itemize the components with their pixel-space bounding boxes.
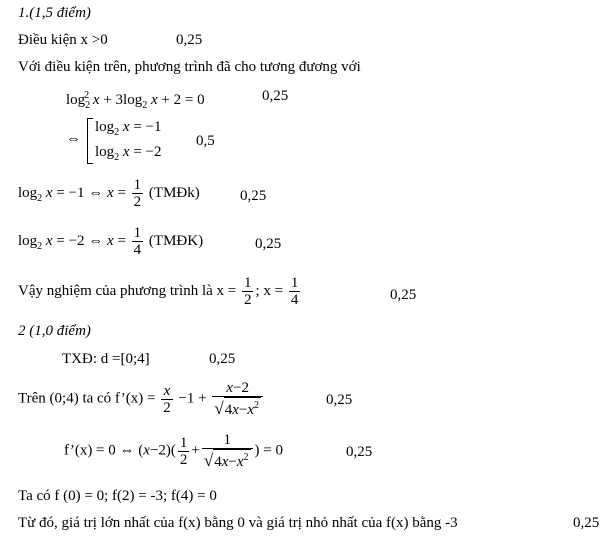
part1-title: 1.(1,5 điểm) <box>18 5 91 21</box>
system-line-2: $\log_2 x = -2$ <box>95 144 162 163</box>
intro-text: Với điều kiện trên, phương trình đã cho tương đương với <box>18 59 361 75</box>
derivative-zero: f’(x) = 0 ⇔ (x−2)( $\frac{1}{2}$ + $\frac{1}{√4x-x^2}$ ) = 0 <box>64 432 283 470</box>
values-text: Ta có f (0) = 0; f(2) = -3; f(4) = 0 <box>18 488 217 504</box>
final-text: Từ đó, giá trị lớn nhất của f(x) bằng 0 và giá trị nhỏ nhất của f(x) bằng -3 <box>18 515 458 531</box>
equivalence-symbol: ⇔ <box>66 131 81 147</box>
solution-1: $\log_2 x = -1$ ⇔ x = $\frac{1}{2}$ (TMĐk) <box>18 177 200 210</box>
derivative: Trên (0;4) ta có f’(x) = $\frac{x}{2}$ −1 + $\frac{x-2}{√4x-x^2}$ <box>18 380 265 418</box>
conclusion: Vậy nghiệm của phương trình là x = $\frac{1}{2}$ ; x = $\frac{1}{4}$ <box>18 275 299 308</box>
conclusion-score: 0,25 <box>390 287 417 303</box>
condition-text: Điều kiện x >0 <box>18 32 108 48</box>
derivative-zero-score: 0,25 <box>346 444 373 460</box>
solution-2: $\log_2 x = -2$ ⇔ x = $\frac{1}{4}$ (TMĐK) <box>18 225 204 258</box>
system-line-1: $\log_2 x = -1$ <box>95 119 162 138</box>
final-score: 0,25 <box>573 515 600 531</box>
log-equation: $\log_2^2 x + 3\log_2$ x + 2 = 0 <box>66 90 205 111</box>
part2-title: 2 (1,0 điểm) <box>18 323 91 339</box>
condition-score: 0,25 <box>176 32 203 48</box>
system-score: 0,5 <box>196 133 215 149</box>
derivative-score: 0,25 <box>326 392 353 408</box>
log-equation-score: 0,25 <box>262 88 289 104</box>
solution-2-score: 0,25 <box>255 236 282 252</box>
system-bracket <box>87 118 93 164</box>
solution-1-score: 0,25 <box>240 188 267 204</box>
domain-text: TXĐ: d =[0;4] <box>62 351 150 367</box>
domain-score: 0,25 <box>209 351 236 367</box>
